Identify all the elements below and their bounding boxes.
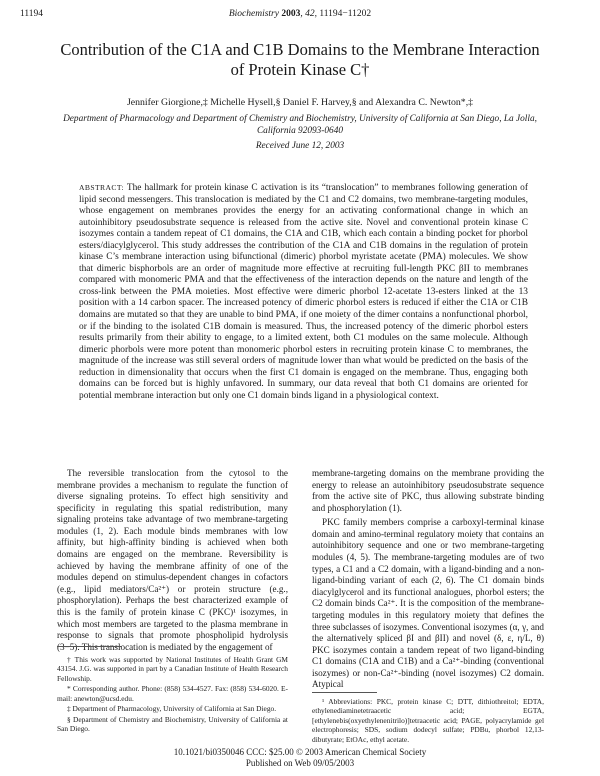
footnote-affiliation-pharmacology: ‡ Department of Pharmacology, University of California at San Diego. (67, 704, 277, 714)
article-title: Contribution of the C1A and C1B Domains to the Membrane Interaction of Protein Kinase C† (60, 40, 540, 79)
body-paragraph: PKC family members comprise a carboxyl-terminal kinase domain and amino-terminal regulatory moiety that contains an autoinhibitory sequence and one or two membrane-targeting modules (4, 5). The membrane-targeting modules are of two types, a C1 and a C2 domain, with a ligand-binding and a non-ligand-binding variant of each (2, 6). The C1 domain binds diacylglycerol and its functional analogues, phorbol esters; the C2 domain binds Ca²⁺. It is the composition of the membrane-targeting modules in this regulatory moiety that defines the three subclasses of isozymes. Conventional isozymes (α, γ, and the alternatively spliced βI and βII) and novel (δ, ε, η/L, θ) PKC isozymes contain a tandem repeat of two ligand-binding C1 domains (C1A and C1B) and a Ca²⁺-binding (conventional isozymes) or non-Ca²⁺-binding (novel isozymes) C2 domain. Atypical (312, 517, 544, 690)
page-number: 11194 (20, 9, 44, 19)
affiliation: Department of Pharmacology and Department of Chemistry and Biochemistry, University of California at San Diego, La Jolla, California 92093-0640 (63, 114, 537, 136)
body-right-column (312, 468, 544, 691)
footnote-affiliation-chemistry: § Department of Chemistry and Biochemistry, University of California at San Diego. (57, 714, 288, 734)
footnote-divider (57, 646, 122, 647)
abstract (79, 182, 528, 402)
running-head: Biochemistry 2003, 42, 11194−11202 (228, 9, 372, 19)
doi-line: 10.1021/bi0350046 CCC: $25.00 © 2003 American Chemical Society (173, 747, 427, 757)
body-paragraph: membrane-targeting domains on the membrane providing the energy to release an autoinhibitory pseudosubstrate sequence from the active site of PKC, thus allowing substrate binding and phosphorylation (1). (312, 468, 544, 513)
footnote-corresponding: * Corresponding author. Phone: (858) 534-4527. Fax: (858) 534-6020. E-mail: anewton@ucsd.edu. (57, 684, 288, 703)
author-list: Jennifer Giorgione,‡ Michelle Hysell,§ Daniel F. Harvey,§ and Alexandra C. Newton*,‡ (126, 97, 474, 108)
abstract-label: ABSTRACT: (79, 183, 124, 192)
footnote-funding: † This work was supported by National Institutes of Health Grant GM 43154. J.G. was supported in part by a Canadian Institute of Health Research Fellowship. (57, 655, 288, 683)
footnote-divider (312, 692, 377, 693)
journal-volume: 42 (305, 9, 315, 19)
body-left-column: The reversible translocation from the cytosol to the membrane provides a mechanism to regulate the function of diverse signaling proteins. To effect high sensitivity and specificity in regulating this spatial redistribution, many signaling proteins take advantage of two membrane-targeting modules (1, 2). Each module binds membranes with low affinity, but high-affinity binding is achieved when both domains are engaged on the membrane. Reversibility is achieved by having the membrane affinity of one of the modules depend on stimulus-dependent changes in cofactors (e.g., lipid mediators/Ca²⁺) or protein structure (e.g., phosphorylation). Perhaps the best characterized example of this is the family of protein kinase C (PKC)¹ isozymes, in which most members are targeted to the plasma membrane in response to signals that promote phospholipid hydrolysis (3−5). This translocation is mediated by the engagement of (57, 468, 288, 652)
footnote-abbreviations: ¹ Abbreviations: PKC, protein kinase C; DTT, dithiothreitol; EDTA, ethylenediaminetetraacetic acid; EGTA, [ethylenebis(oxyethylenenitrilo)]tetraacetic acid; PAGE, polyacrylamide gel electrophoresis; SDS, sodium dodecyl sulfate; PDBu, phorbol 12,13-dibutyrate; EtOAc, ethyl acetate. (312, 697, 544, 744)
abstract-text: The hallmark for protein kinase C activation is its “translocation” to membranes following generation of lipid second messengers. This translocation is mediated by the C1 and C2 domains, two membrane-targeting modules, whose engagement on membranes provides the energy for an activating conformational change in which an autoinhibitory pseudosubstrate sequence is released from the active site. Novel and conventional protein kinase C isozymes contain a tandem repeat of C1 domains, the C1A and C1B, which each contain a binding pocket for phorbol esters/diacylglycerol. This study addresses the contribution of the C1A and C1B domains in the regulation of protein kinase C’s membrane interaction using bifunctional (dimeric) phorbol myristate acetate (PMA) molecules. We show that dimeric bisphorbols are an order of magnitude more effective at recruiting full-length PKC βII to membranes compared with monomeric PMA and that the effectiveness of the interaction depends on the nature and length of the cross-link between the PMA moieties. Most effective were dimeric phorbol 12-acetate 13-esters linked at the 13 position with a 14 carbon spacer. The increased potency of dimeric phorbol esters is reduced if either the C1A or C1B domains are mutated so that they are unable to bind PMA, if one moiety of the dimer contains a nonfunctional phorbol, or if the binding to the isolated C1B domain is measured. Thus, the increased potency of the dimeric phorbol esters results primarily from their ability to engage, to a limited extent, both C1 modules on the same molecule. Although dimeric phorbols were more potent than monomeric phorbol esters in recruiting protein kinase C to membranes, the magnitude of the increase was still several orders of magnitude lower than what would be predicted on the basis of the reduction in dimensionality that occurs when the first C1 domain is engaged on the membrane. Thus, engaging both domains can be forced but is highly unfavored. In summary, our data reveal that both C1 domains are oriented for potential membrane interaction but only one C1 domain binds ligand in a physiological context. (79, 183, 528, 401)
journal-name: Biochemistry (228, 9, 279, 19)
published-date: Published on Web 09/05/2003 (245, 758, 355, 768)
footnotes-left (57, 655, 288, 735)
journal-year: 2003 (281, 9, 301, 19)
page-range: 11194−11202 (319, 9, 372, 19)
received-date: Received June 12, 2003 (255, 141, 345, 151)
